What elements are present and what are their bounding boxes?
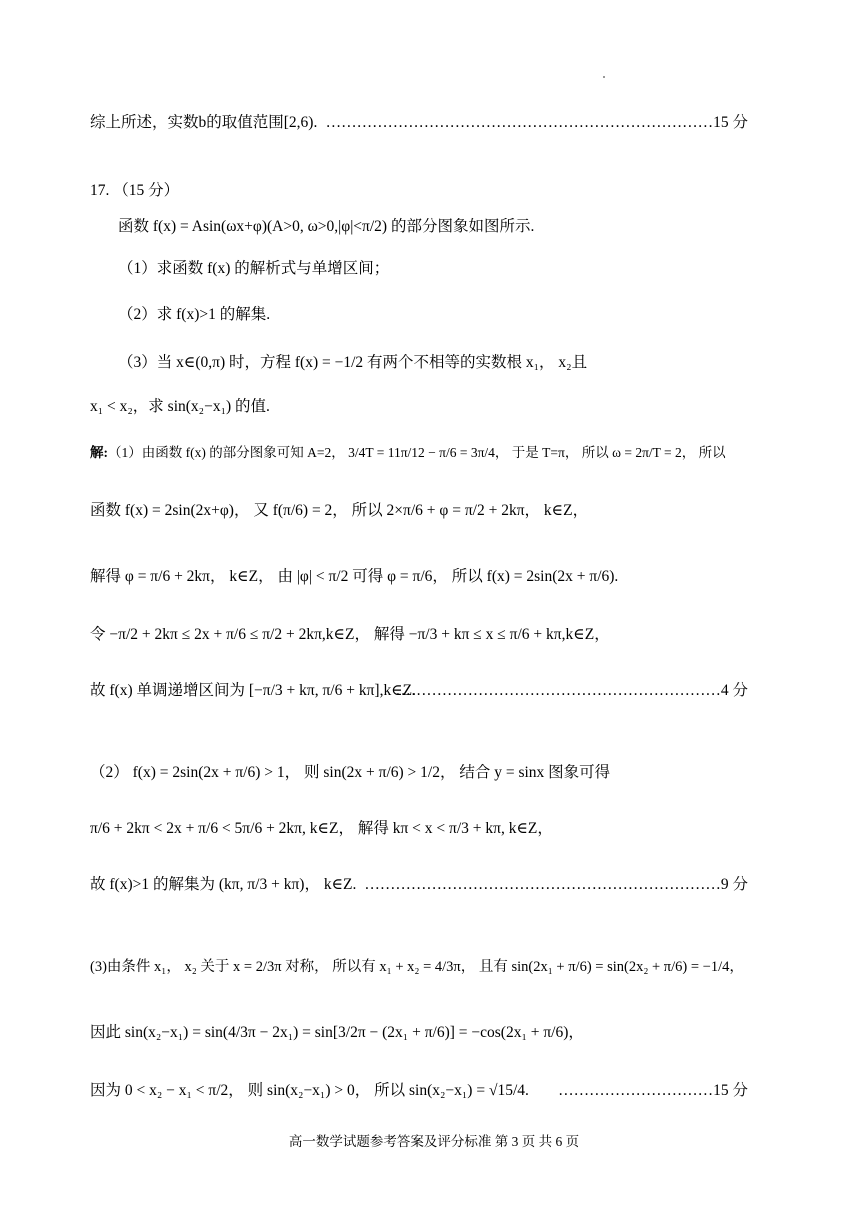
scan-speck [603, 76, 605, 78]
solution-label: 解: [90, 445, 108, 460]
solution-1-line-2: 函数 f(x) = 2sin(2x+φ)， 又 f(π/6) = 2， 所以 2×π/6 + φ = π/2 + 2kπ， k∈Z， [90, 502, 589, 519]
solution-1-line-1 [90, 442, 748, 464]
question-stem: 函数 f(x) = Asin(ωx+φ)(A>0, ω>0,|φ|<π/2) 的部分图象如图所示. [118, 218, 535, 235]
question-part-3-line-1: （3）当 x∈(0,π) 时，方程 f(x) = −1/2 有两个不相等的实数根 x₁， x₂且 [118, 354, 588, 371]
solution-2-line-2: π/6 + 2kπ < 2x + π/6 < 5π/6 + 2kπ, k∈Z， 解得 kπ < x < π/3 + kπ, k∈Z， [90, 820, 553, 837]
question-part-2: （2）求 f(x)>1 的解集. [118, 306, 271, 323]
solution-1-line-5: 故 f(x) 单调递增区间为 [−π/3 + kπ, π/6 + kπ],k∈Z. [90, 682, 417, 699]
solution-1-score: ………………………………………………………4 分 [395, 682, 748, 699]
question-17-header: 17. （15 分） [90, 182, 180, 199]
solution-2-line-3: 故 f(x)>1 的解集为 (kπ, π/3 + kπ)， k∈Z. [90, 876, 357, 893]
question-part-3-line-2: x₁ < x₂，求 sin(x₂−x₁) 的值. [90, 398, 270, 415]
solution-3-line-3: 因为 0 < x₂ − x₁ < π/2， 则 sin(x₂−x₁) > 0， 所以 sin(x₂−x₁) = √15/4. [90, 1082, 529, 1099]
solution-3-line-2: 因此 sin(x₂−x₁) = sin(4/3π − 2x₁) = sin[3/2π − (2x₁ + π/6)] = −cos(2x₁ + π/6)， [90, 1024, 584, 1041]
solution-2-line-1: （2） f(x) = 2sin(2x + π/6) > 1， 则 sin(2x + π/6) > 1/2， 结合 y = sinx 图象可得 [90, 764, 611, 781]
page-footer: 高一数学试题参考答案及评分标准 第 3 页 共 6 页 [288, 1134, 580, 1149]
solution-1-line-1-text: （1）由函数 f(x) 的部分图象可知 A=2， 3/4T = 11π/12 − π/6 = 3π/4， 于是 T=π， 所以 ω = 2π/T = 2， 所以 [108, 445, 726, 460]
summary-text: 综上所述，实数b的取值范围[2,6). [90, 114, 318, 131]
question-part-1: （1）求函数 f(x) 的解析式与单增区间； [118, 260, 390, 277]
solution-3-line-1: (3)由条件 x₁， x₂ 关于 x = 2/3π 对称， 所以有 x₁ + x₂ = 4/3π， 且有 sin(2x₁ + π/6) = sin(2x₂ + π/6) = −1/4， [90, 959, 744, 975]
summary-score: …………………………………………………………………15 分 [325, 114, 748, 131]
solution-2-score: ……………………………………………………………9 分 [364, 876, 748, 893]
solution-1-line-3: 解得 φ = π/6 + 2kπ， k∈Z， 由 |φ| < π/2 可得 φ = π/6， 所以 f(x) = 2sin(2x + π/6). [90, 568, 619, 585]
solution-3-score: …………………………15 分 [558, 1082, 748, 1099]
solution-1-line-4: 令 −π/2 + 2kπ ≤ 2x + π/6 ≤ π/2 + 2kπ,k∈Z， 解得 −π/3 + kπ ≤ x ≤ π/6 + kπ,k∈Z， [90, 626, 610, 643]
